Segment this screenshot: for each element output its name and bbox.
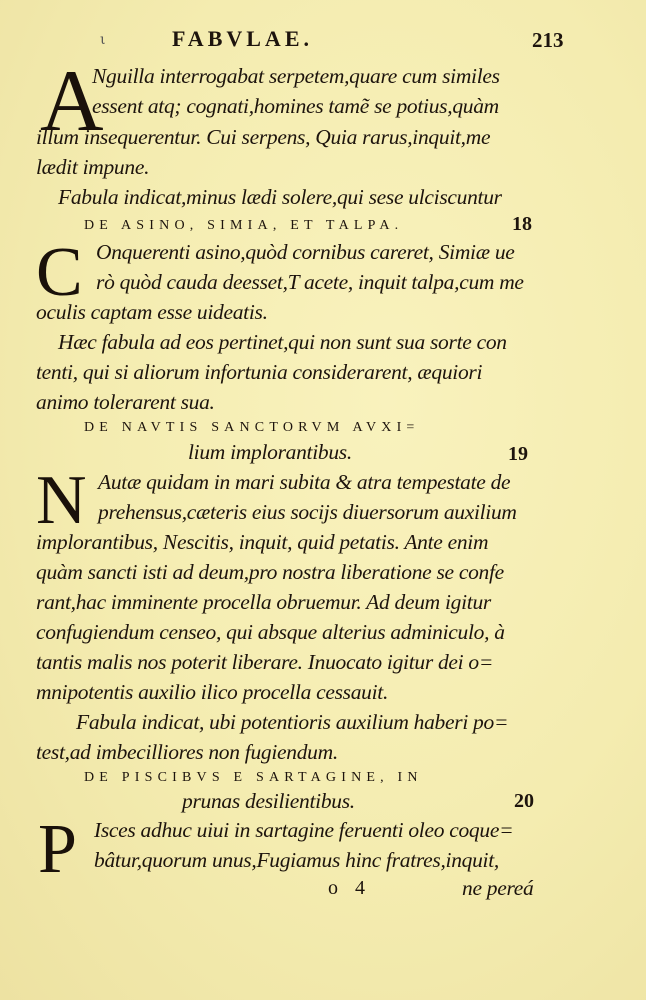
fable-heading: DE ASINO, SIMIA, ET TALPA.: [84, 218, 404, 233]
text-line: confugiendum censeo, qui absque alterius adminiculo, à: [36, 620, 505, 644]
catchword: ne pereá: [462, 876, 534, 900]
fable-heading: DE PISCIBVS E SARTAGINE, IN: [84, 770, 423, 785]
signature-mark: o 4: [328, 877, 371, 899]
text-line: essent atq; cognati,homines tamẽ se potius,quàm: [92, 94, 499, 118]
text-line: Autæ quidam in mari subita & atra tempestate de: [98, 470, 511, 494]
drop-cap-n: N: [36, 462, 87, 539]
text-line: implorantibus, Nescitis, inquit, quid petatis. Ante enim: [36, 530, 489, 554]
text-line: prehensus,cæteris eius socijs diuersorum auxilium: [98, 500, 517, 524]
text-line: bâtur,quorum unus,Fugiamus hinc fratres,inquit,: [94, 848, 499, 872]
header-mark: ι: [100, 32, 106, 48]
fable-heading-cont: prunas desilientibus.: [182, 789, 355, 813]
fable-heading-cont: lium implorantibus.: [188, 440, 352, 464]
text-line: illum insequerentur. Cui serpens, Quia rarus,inquit,me: [36, 125, 491, 149]
text-line: rò quòd cauda deesset,T acete, inquit talpa,cum me: [96, 270, 524, 294]
fable-moral: test,ad imbecilliores non fugiendum.: [36, 740, 338, 764]
folio-number: 213: [532, 28, 564, 52]
text-line: Nguilla interrogabat serpetem,quare cum similes: [92, 64, 500, 88]
text-line: lædit impune.: [36, 155, 150, 179]
running-title: FABVLAE.: [172, 26, 313, 51]
text-line: tantis malis nos poterit liberare. Inuocato igitur dei o=: [36, 650, 494, 674]
text-line: oculis captam esse uideatis.: [36, 300, 268, 324]
text-line: rant,hac imminente procella obruemur. Ad deum igitur: [36, 590, 491, 614]
fable-moral: Fabula indicat,minus lædi solere,qui sese ulciscuntur: [58, 185, 502, 209]
drop-cap-c: C: [36, 234, 83, 311]
fable-moral: animo tolerarent sua.: [36, 390, 215, 414]
text-line: Isces adhuc uiui in sartagine feruenti oleo coque=: [94, 818, 514, 842]
fable-number: 20: [514, 790, 534, 812]
text-line: quàm sancti isti ad deum,pro nostra liberatione se confe: [36, 560, 504, 584]
fable-number: 19: [508, 443, 528, 465]
drop-cap-a: A: [40, 53, 104, 150]
fable-moral: Fabula indicat, ubi potentioris auxilium haberi po=: [76, 710, 509, 734]
drop-cap-p: P: [38, 811, 77, 888]
fable-heading: DE NAVTIS SANCTORVM AVXI=: [84, 420, 420, 435]
fable-number: 18: [512, 213, 532, 235]
fable-moral: Hæc fabula ad eos pertinet,qui non sunt sua sorte con: [58, 330, 507, 354]
text-line: mnipotentis auxilio ilico procella cessauit.: [36, 680, 389, 704]
fable-moral: tenti, qui si aliorum infortunia considerarent, æquiori: [36, 360, 483, 384]
text-line: Onquerenti asino,quòd cornibus careret, Simiæ ue: [96, 240, 515, 264]
